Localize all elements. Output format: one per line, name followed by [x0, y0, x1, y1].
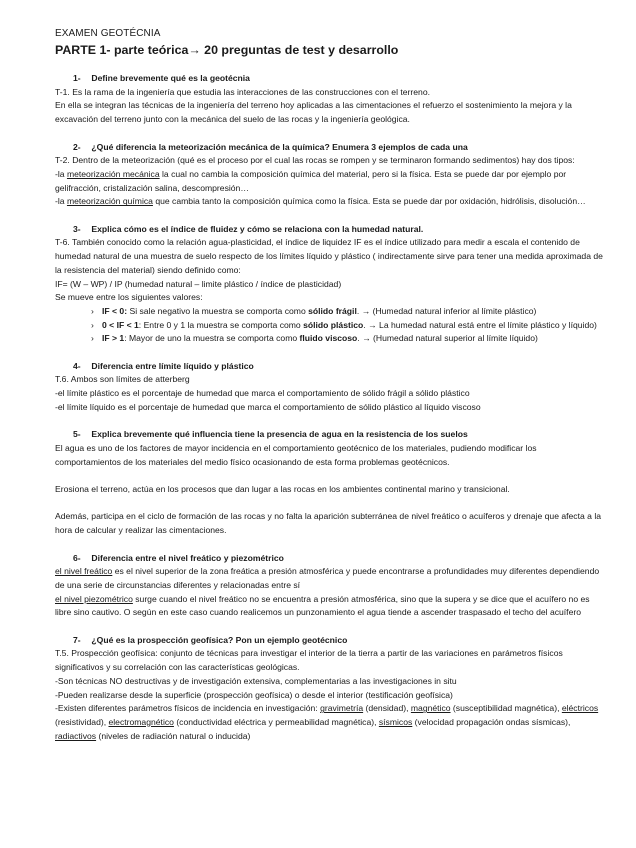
answer-5-line-3: Además, participa en el ciclo de formación de las rocas y no falta la aparición subterránea de nivel freático o acuíferos y drenaje que afecta a la hora de calcular y realizar las cimentaciones.: [55, 511, 602, 536]
term-underlined: magnético: [410, 703, 451, 714]
question-2-title: [55, 141, 603, 155]
question-number: 7-: [73, 634, 81, 645]
term-underlined: el nivel piezométrico: [55, 593, 133, 604]
term-underlined: meteorización química: [66, 196, 153, 207]
answer-4-line-1: T.6. Ambos son límites de atterberg: [55, 374, 190, 385]
question-number: 3-: [73, 223, 81, 234]
term-underlined: electromagnético: [108, 716, 174, 727]
term-underlined: sísmicos: [378, 716, 413, 727]
answer-2-line-3: -la meteorización química que cambia tanto la composición química como la física. Esta se puede dar por oxidación, hidrólisis, disolución…: [55, 196, 586, 207]
question-text: Define brevemente qué es la geotécnia: [91, 73, 250, 83]
term-underlined: radiactivos: [55, 730, 97, 741]
question-number: 2-: [73, 141, 81, 152]
answer-7-line-1: T.5. Prospección geofísica: conjunto de técnicas para investigar el interior de la tierra a partir de las variaciones en parámetros físicos significativos y su correlación con las características geológicas.: [55, 648, 563, 673]
answer-3-line-1: T-6. También conocido como la relación agua-plasticidad, el índice de liquidez IF es el índice utilizado para medir a escala el contenido de humedad natural de una muestra de suelo respecto de los límites líquido y plástico ( indirectamente sirve para tener una medida aproximada de la resistencia del material) siendo definido como:: [55, 237, 603, 275]
term-underlined: gravimetría: [320, 703, 364, 714]
term-underlined: meteorización mecánica: [66, 168, 160, 179]
bullet-marker-icon: ›: [91, 333, 94, 344]
question-number: 6-: [73, 552, 81, 563]
answer-4-line-2: -el límite plástico es el porcentaje de humedad que marca el comportamiento de sólido frágil a sólido plástico: [55, 388, 470, 399]
bullet-marker-icon: ›: [91, 319, 94, 330]
question-1-title: [55, 72, 603, 86]
question-4-title: [55, 360, 603, 374]
answer-5-line-1: El agua es uno de los factores de mayor incidencia en el comportamiento geotécnico de los materiales, pudiendo modificar los comportamientos de los materiales del medio físico ocasionando de esta forma problemas geotécnicos.: [55, 442, 537, 467]
question-text: Explica brevemente qué influencia tiene la presencia de agua en la resistencia de los suelos: [91, 429, 468, 440]
question-text: ¿Qué diferencia la meteorización mecánica de la química? Enumera 3 ejemplos de cada una: [91, 141, 468, 152]
question-6-title: [55, 552, 603, 566]
question-number: 4-: [73, 360, 81, 371]
question-number: 1-: [73, 73, 81, 83]
term-underlined: eléctricos: [561, 703, 599, 714]
bullet-item: › IF > 1: Mayor de uno la muestra se comporta como fluido viscoso. → (Humedad natural superior al límite líquido): [55, 332, 603, 346]
exam-title: EXAMEN GEOTÉCNIA: [55, 28, 161, 39]
answer-3-line-2: Se mueve entre los siguientes valores:: [55, 292, 203, 303]
question-3-title: [55, 223, 603, 237]
bullet-item: › 0 < IF < 1: Entre 0 y 1 la muestra se comporta como sólido plástico. → La humedad natural está entre el límite plástico y líquido): [55, 319, 603, 333]
question-text: Diferencia entre el nivel freático y piezométrico: [91, 552, 284, 563]
question-number: 5-: [73, 429, 81, 440]
part-title: PARTE 1- parte teórica→ 20 preguntas de test y desarrollo: [55, 43, 399, 57]
answer-7-line-4: -Existen diferentes parámetros físicos de incidencia en investigación: gravimetría (densidad), magnético (susceptibilidad magnética), eléctricos (resistividad), electromagnético (conductividad eléctrica y permeabilidad magnética), sísmicos (velocidad propagación ondas sísmicas), radiactivos (niveles de radiación natural o inducida): [55, 703, 599, 741]
answer-2-line-2: -la meteorización mecánica la cual no cambia la composición química del material, pero si la física. Esta se puede dar por ejemplo por gelifracción, cristalización salina, descompresión…: [55, 168, 567, 193]
bullet-item: › IF < 0: Si sale negativo la muestra se comporta como sólido frágil. → (Humedad natural inferior al límite plástico): [55, 305, 603, 319]
answer-2-line-1: T-2. Dentro de la meteorización (qué es el proceso por el cual las rocas se rompen y se terminaron formando sedimentos) hay dos tipos:: [55, 155, 575, 166]
answer-4-line-3: -el límite líquido es el porcentaje de humedad que marca el comportamiento de sólido plástico al líquido viscoso: [55, 401, 481, 412]
term-underlined: el nivel freático: [55, 566, 113, 577]
answer-7-line-3: -Pueden realizarse desde la superficie (prospección geofísica) o desde el interior (testificación geofísica): [55, 689, 453, 700]
question-5-title: [55, 428, 603, 442]
answer-6-line-2: el nivel piezométrico surge cuando el nivel freático no se encuentra a presión atmosférica, sino que la supera y se dice que el acuífero no es libre sino cautivo. O según en este caso cuando realicemos un punzonamiento el agua tiende a ascender traspasado el techo del acuífero: [55, 593, 590, 618]
answer-7-line-2: -Son técnicas NO destructivas y de investigación extensiva, complementarias a las investigaciones in situ: [55, 675, 457, 686]
answer-5-line-2: Erosiona el terreno, actúa en los procesos que dan lugar a las rocas en los ambientes continental marino y transicional.: [55, 484, 510, 495]
answer-3-formula: IF= (W – WP) / IP (humedad natural – limite plástico / índice de plasticidad): [55, 278, 342, 289]
document-page: [55, 27, 603, 743]
question-text: ¿Qué es la prospección geofísica? Pon un ejemplo geotécnico: [91, 634, 348, 645]
answer-1-line-2: En ella se integran las técnicas de la ingeniería del terreno hoy aplicadas a las cimentaciones el refuerzo el sostenimiento la mejora y la excavación del terreno junto con la mecánica del suelo de las rocas y la ingeniería geológica.: [55, 100, 572, 125]
question-text: Explica cómo es el índice de fluidez y cómo se relaciona con la humedad natural.: [91, 223, 424, 234]
bullet-marker-icon: ›: [91, 305, 94, 316]
question-7-title: [55, 634, 603, 648]
answer-1-line-1: T-1. Es la rama de la ingeniería que estudia las interacciones de las construcciones con el terreno.: [55, 86, 430, 97]
question-text: Diferencia entre límite líquido y plástico: [91, 360, 254, 371]
answer-6-line-1: el nivel freático es el nivel superior de la zona freática a presión atmosférica y puede encontrarse a profundidades muy diferentes dependiendo de una serie de circunstancias diferentes y relacionadas entre sí: [55, 566, 600, 590]
